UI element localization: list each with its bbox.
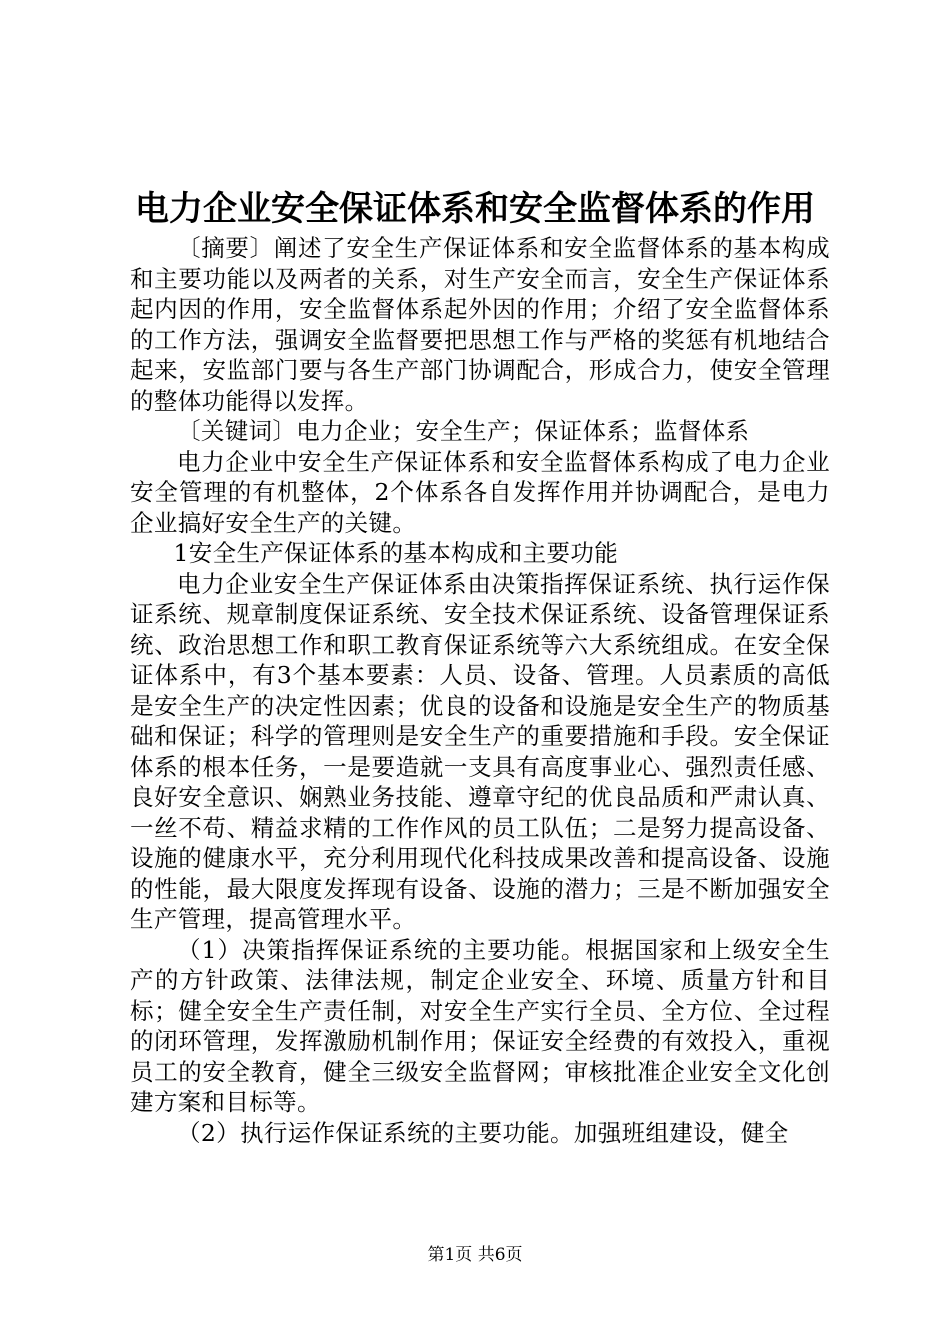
keywords-paragraph: 〔关键词〕电力企业；安全生产；保证体系；监督体系 (177, 417, 750, 445)
document-body (130, 233, 830, 1148)
body-paragraph: （2）执行运作保证系统的主要功能。加强班组建设，健全 (177, 1118, 789, 1147)
page-footer: 第1页 共6页 (427, 1245, 523, 1265)
intro-paragraph: 电力企业中安全生产保证体系和安全监督体系构成了电力企业安全管理的有机整体，2个体系各自发挥作用并协调配合，是电力企业搞好安全生产的关键。 (130, 447, 830, 537)
body-paragraph: （1）决策指挥保证系统的主要功能。根据国家和上级安全生产的方针政策、法律法规，制定企业安全、环境、质量方针和目标；健全安全生产责任制，对安全生产实行全员、全方位、全过程的闭环管理，发挥激励机制作用；保证安全经费的有效投入，重视员工的安全教育，健全三级安全监督网；审核批准企业安全文化创建方案和目标等。 (130, 935, 830, 1116)
body-paragraph: 电力企业安全生产保证体系由决策指挥保证系统、执行运作保证系统、规章制度保证系统、安全技术保证系统、设备管理保证系统、政治思想工作和职工教育保证系统等六大系统组成。在安全保证体系中，有3个基本要素：人员、设备、管理。人员素质的高低是安全生产的决定性因素；优良的设备和设施是安全生产的物质基础和保证；科学的管理则是安全生产的重要措施和手段。安全保证体系的根本任务，一是要造就一支具有高度事业心、强烈责任感、良好安全意识、娴熟业务技能、遵章守纪的优良品质和严肃认真、一丝不苟、精益求精的工作作风的员工队伍；二是努力提高设备、设施的健康水平，充分利用现代化科技成果改善和提高设备、设施的性能，最大限度发挥现有设备、设施的潜力；三是不断加强安全生产管理，提高管理水平。 (130, 569, 830, 933)
section-heading: 1安全生产保证体系的基本构成和主要功能 (173, 539, 619, 567)
document-title: 电力企业安全保证体系和安全监督体系的作用 (135, 189, 815, 229)
abstract-paragraph: 〔摘要〕阐述了安全生产保证体系和安全监督体系的基本构成和主要功能以及两者的关系，对生产安全而言，安全生产保证体系起内因的作用，安全监督体系起外因的作用；介绍了安全监督体系的工作方法，强调安全监督要把思想工作与严格的奖惩有机地结合起来，安监部门要与各生产部门协调配合，形成合力，使安全管理的整体功能得以发挥。 (130, 234, 830, 415)
